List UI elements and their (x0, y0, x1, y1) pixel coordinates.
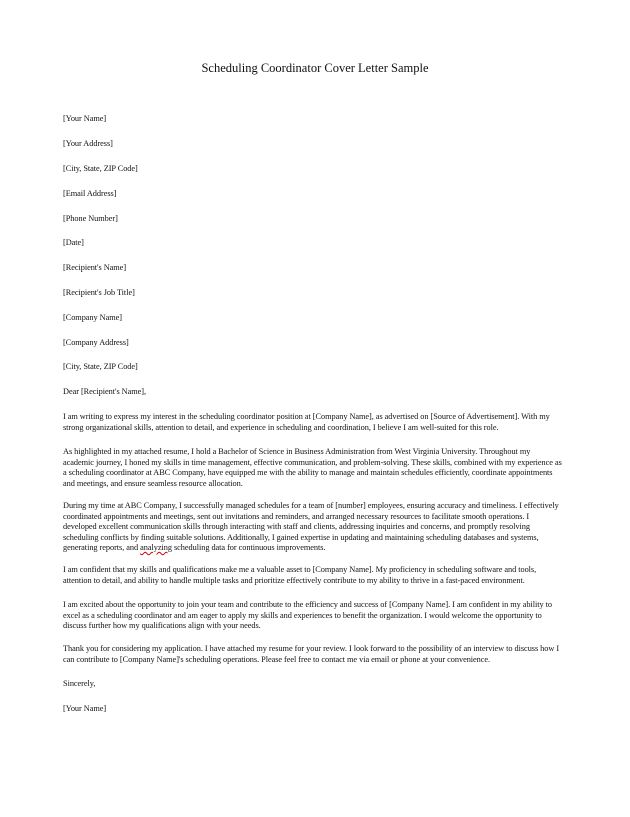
sender-email: [Email Address] (63, 189, 117, 198)
recipient-job-title: [Recipient's Job Title] (63, 288, 135, 297)
paragraph-5: I am excited about the opportunity to join your team and contribute to the efficiency and success of [Company Name]. I am confident in my ability to excel as a scheduling coordinator and am eager to apply my skills and experiences to benefit the organization. I would welcome the opportunity to discuss further how my qualifications align with your needs. (63, 600, 552, 630)
sender-address: [Your Address] (63, 139, 113, 148)
paragraph-3 (63, 501, 563, 554)
paragraph-3-text-start: During my time at ABC Company, I successfully managed schedules for a team of [number] employees, ensuring accuracy and timeliness. I effectively coordinated appointments and meetings, sent out invitations and reminders, and arranged necessary resources to facilitate smooth operations. I developed excellent communication skills through interacting with staff and clients, addressing inquiries and concerns, and promptly resolving scheduling conflicts by finding suitable solutions. Additionally, I gained expertise in updating and maintaining scheduling databases and systems, generating reports, and (63, 501, 559, 552)
sender-phone: [Phone Number] (63, 214, 118, 223)
recipient-company-name: [Company Name] (63, 313, 122, 322)
spellcheck-flagged-word: analyzing (140, 543, 172, 552)
salutation: Dear [Recipient's Name], (63, 387, 146, 396)
sender-city-state-zip: [City, State, ZIP Code] (63, 164, 138, 173)
recipient-name: [Recipient's Name] (63, 263, 127, 272)
letter-date: [Date] (63, 238, 84, 247)
recipient-city-state-zip: [City, State, ZIP Code] (63, 362, 138, 371)
paragraph-1: I am writing to express my interest in the scheduling coordinator position at [Company Name], as advertised on [Source of Advertisement]. With my strong organizational skills, attention to detail, and experience in scheduling and coordination, I believe I am well-suited for this role. (63, 412, 550, 432)
paragraph-4: I am confident that my skills and qualifications make me a valuable asset to [Company Name]. My proficiency in scheduling software and tools, attention to detail, and ability to handle multiple tasks and prioritize effectively contribute to my ability to thrive in a fast-paced environment. (63, 565, 537, 585)
sender-name: [Your Name] (63, 114, 107, 123)
paragraph-3-text-end: scheduling data for continuous improvements. (171, 543, 326, 552)
document-title: Scheduling Coordinator Cover Letter Sample (201, 61, 429, 75)
signature-name: [Your Name] (63, 704, 107, 713)
recipient-company-address: [Company Address] (63, 338, 129, 347)
closing: Sincerely, (63, 679, 96, 688)
paragraph-6: Thank you for considering my application. I have attached my resume for your review. I look forward to the possibility of an interview to discuss how I can contribute to [Company Name]'s scheduling operations. Please feel free to contact me via email or phone at your convenience. (63, 644, 560, 664)
paragraph-2: As highlighted in my attached resume, I hold a Bachelor of Science in Business Administration from West Virginia University. Throughout my academic journey, I honed my skills in time management, effective communication, and problem-solving. These skills, combined with my experience as a scheduling coordinator at ABC Company, have equipped me with the ability to manage and maintain schedules efficiently, coordinate appointments and meetings, and ensure seamless resource allocation. (63, 447, 562, 488)
